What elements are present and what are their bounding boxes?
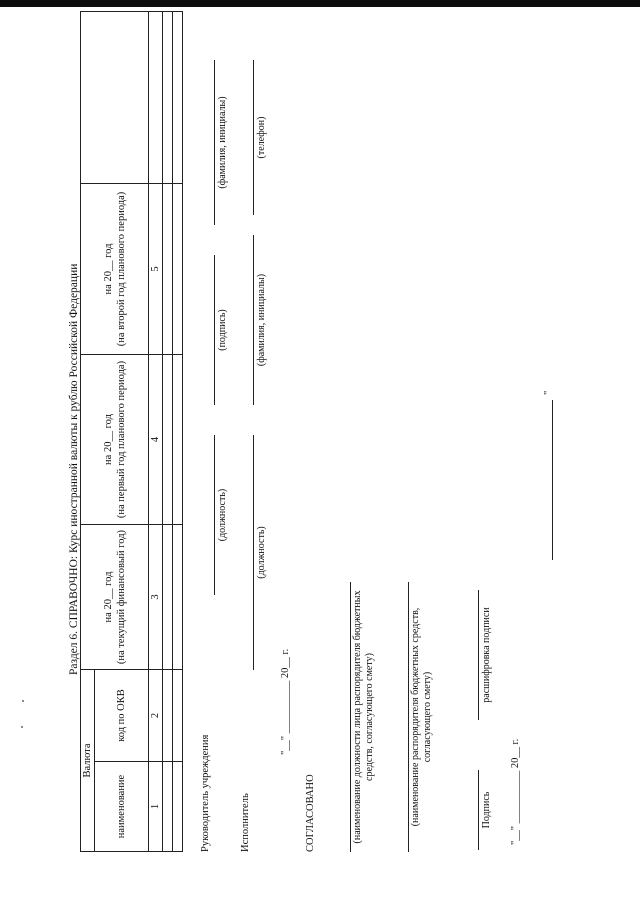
table-cell	[173, 355, 183, 525]
column-number: 1	[149, 762, 163, 852]
header-year-current	[81, 525, 149, 670]
executor-name-caption: (фамилия, инициалы)	[256, 273, 267, 367]
header-year-current-line1: на 20__ год	[102, 571, 114, 623]
agreed-date-field: "__" __________ 20__ г.	[510, 738, 521, 845]
head-position-line	[214, 435, 215, 595]
section-title: Раздел 6. СПРАВОЧНО: Курс иностранной валюты к рублю Российской Федерации	[68, 263, 80, 675]
agreed-decode-caption: расшифровка подписи	[481, 607, 492, 703]
table-cell	[173, 762, 183, 852]
date-field: "__" __________ 20__ г.	[280, 648, 291, 755]
head-label: Руководитель учреждения	[200, 734, 211, 852]
agreed-signature-line	[478, 770, 479, 850]
head-position-caption: (должность)	[217, 488, 228, 542]
table-cell	[163, 355, 173, 525]
header-currency-okv: код по ОКВ	[95, 670, 149, 762]
agreed-org-caption: (наименование распорядителя бюджетных средств, согласующего смету)	[410, 607, 433, 827]
header-extra-column	[81, 12, 149, 184]
header-year-plan1-line2: (на первый год планового периода)	[115, 360, 127, 519]
column-number: 4	[149, 355, 163, 525]
table-cell	[173, 184, 183, 355]
head-name-line	[214, 60, 215, 225]
column-number: 5	[149, 184, 163, 355]
header-currency-name: наименование	[95, 762, 149, 852]
column-number: 2	[149, 670, 163, 762]
agreed-official-caption: (наименование должности лица распорядителя бюджетных средств, согласующего смету)	[352, 590, 375, 844]
head-signature-line	[214, 255, 215, 405]
agreed-signature-caption: Подпись	[481, 791, 492, 829]
currency-rate-table	[80, 11, 183, 852]
agreed-org-line	[408, 582, 409, 852]
header-year-plan2-line1: на 20__ год	[102, 243, 114, 295]
executor-phone-caption: (телефон)	[256, 116, 267, 159]
table-cell	[163, 12, 173, 184]
header-year-plan2	[81, 184, 149, 355]
head-signature-caption: (подпись)	[217, 309, 228, 351]
table-cell	[163, 762, 173, 852]
stray-line	[552, 400, 553, 560]
agreed-official-line	[350, 582, 351, 852]
head-name-caption: (фамилия, инициалы)	[217, 96, 228, 189]
header-year-current-line2: (на текущий финансовый год)	[115, 529, 127, 665]
agreed-label: СОГЛАСОВАНО	[305, 774, 316, 852]
executor-position-line	[253, 435, 254, 670]
executor-position-caption: (должность)	[256, 526, 267, 579]
column-number	[149, 12, 163, 184]
stray-quote: "	[543, 390, 554, 395]
column-number: 3	[149, 525, 163, 670]
executor-phone-line	[253, 60, 254, 215]
header-year-plan2-line2: (на второй год планового периода)	[115, 191, 127, 347]
table-cell	[173, 525, 183, 670]
table-cell	[163, 670, 173, 762]
executor-name-line	[253, 235, 254, 405]
executor-label: Исполнитель	[240, 793, 251, 852]
table-cell	[173, 670, 183, 762]
table-cell	[163, 525, 173, 670]
header-year-plan1	[81, 355, 149, 525]
header-currency-group: Валюта	[81, 670, 95, 852]
agreed-decode-line	[478, 590, 479, 720]
table-cell	[173, 12, 183, 184]
header-year-plan1-line1: на 20__ год	[102, 414, 114, 465]
table-cell	[163, 184, 173, 355]
